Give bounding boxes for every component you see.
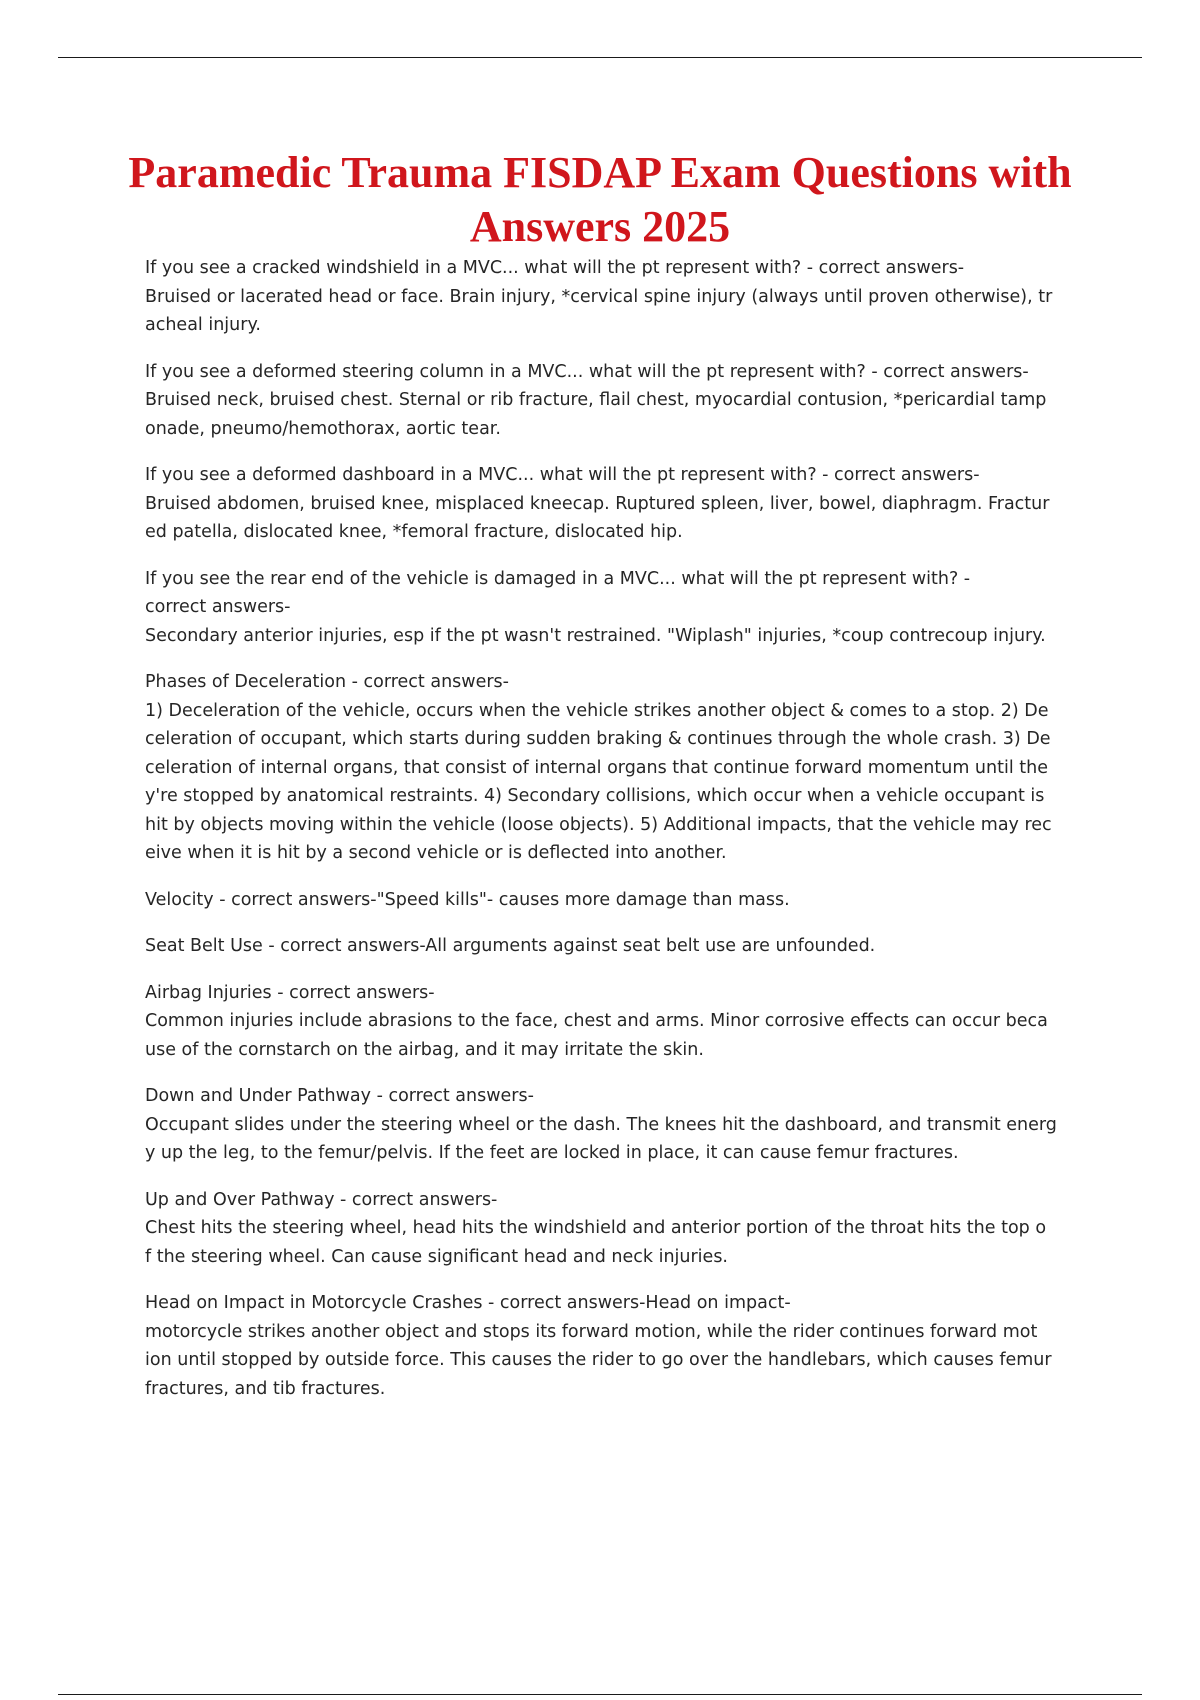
qa-item-cracked-windshield: If you see a cracked windshield in a MVC... what will the pt represent with? - correct answers- Bruised or lacerated head or face. Brain injury, *cervical spine injury (always until proven otherwise), tr acheal injury. bbox=[145, 258, 1053, 335]
qa-item-velocity: Velocity - correct answers-"Speed kills"- causes more damage than mass. bbox=[145, 889, 790, 910]
qa-item-deformed-steering-column: If you see a deformed steering column in a MVC... what will the pt represent with? - correct answers- Bruised neck, bruised chest. Sternal or rib fracture, flail chest, myocardial contusion, *pericardial tamp onade, pneumo/hemothorax, aortic tear. bbox=[145, 361, 1047, 439]
header-rule bbox=[58, 57, 1142, 58]
qa-item-seat-belt-use: Seat Belt Use - correct answers-All arguments against seat belt use are unfounded. bbox=[145, 936, 876, 956]
qa-item-motorcycle-head-on-impact: Head on Impact in Motorcycle Crashes - correct answers-Head on impact- motorcycle strikes another object and stops its forward motion, while the rider continues forward mot ion until stopped by outside force. This causes the rider to go over the handlebars, which causes femur fractures, and tib fractures. bbox=[145, 1293, 1052, 1399]
document-title: Paramedic Trauma FISDAP Exam Questions with Answers 2025 bbox=[128, 148, 1072, 251]
qa-item-deformed-dashboard: If you see a deformed dashboard in a MVC... what will the pt represent with? - correct answers- Bruised abdomen, bruised knee, misplaced kneecap. Ruptured spleen, liver, bowel, diaphragm. Fractur ed patella, dislocated knee, *femoral fracture, dislocated hip. bbox=[145, 465, 1050, 542]
qa-item-down-and-under-pathway: Down and Under Pathway - correct answers- Occupant slides under the steering wheel or the dash. The knees hit the dashboard, and transmit energ y up the leg, to the femur/pelvis. If the feet are locked in place, it can cause femur fractures. bbox=[145, 1086, 1057, 1163]
document-body bbox=[145, 254, 1100, 1421]
footer-rule bbox=[58, 1694, 1142, 1695]
qa-item-up-and-over-pathway: Up and Over Pathway - correct answers- Chest hits the steering wheel, head hits the windshield and anterior portion of the throat hits the top o f the steering wheel. Can cause significant head and neck injuries. bbox=[145, 1189, 1047, 1267]
qa-item-airbag-injuries: Airbag Injuries - correct answers- Common injuries include abrasions to the face, chest and arms. Minor corrosive effects can occur beca use of the cornstarch on the airbag, and it may irritate the skin. bbox=[145, 982, 1048, 1060]
qa-item-phases-of-deceleration: Phases of Deceleration - correct answers- 1) Deceleration of the vehicle, occurs when the vehicle strikes another object & comes to a stop. 2) De celeration of occupant, which starts during sudden braking & continues through the whole crash. 3) De celeration of internal organs, that consist of internal organs that continue forward momentum until the y're stopped by anatomical restraints. 4) Secondary collisions, which occur when a vehicle occupant is hit by objects moving within the vehicle (loose objects). 5) Additional impacts, that the vehicle may rec eive when it is hit by a second vehicle or is deflected into another. bbox=[145, 672, 1052, 863]
qa-item-rear-end-damage: If you see the rear end of the vehicle is damaged in a MVC... what will the pt represent with? - correct answers- Secondary anterior injuries, esp if the pt wasn't restrained. "Wiplash" injuries, *coup contrecoup injury. bbox=[145, 568, 1046, 646]
